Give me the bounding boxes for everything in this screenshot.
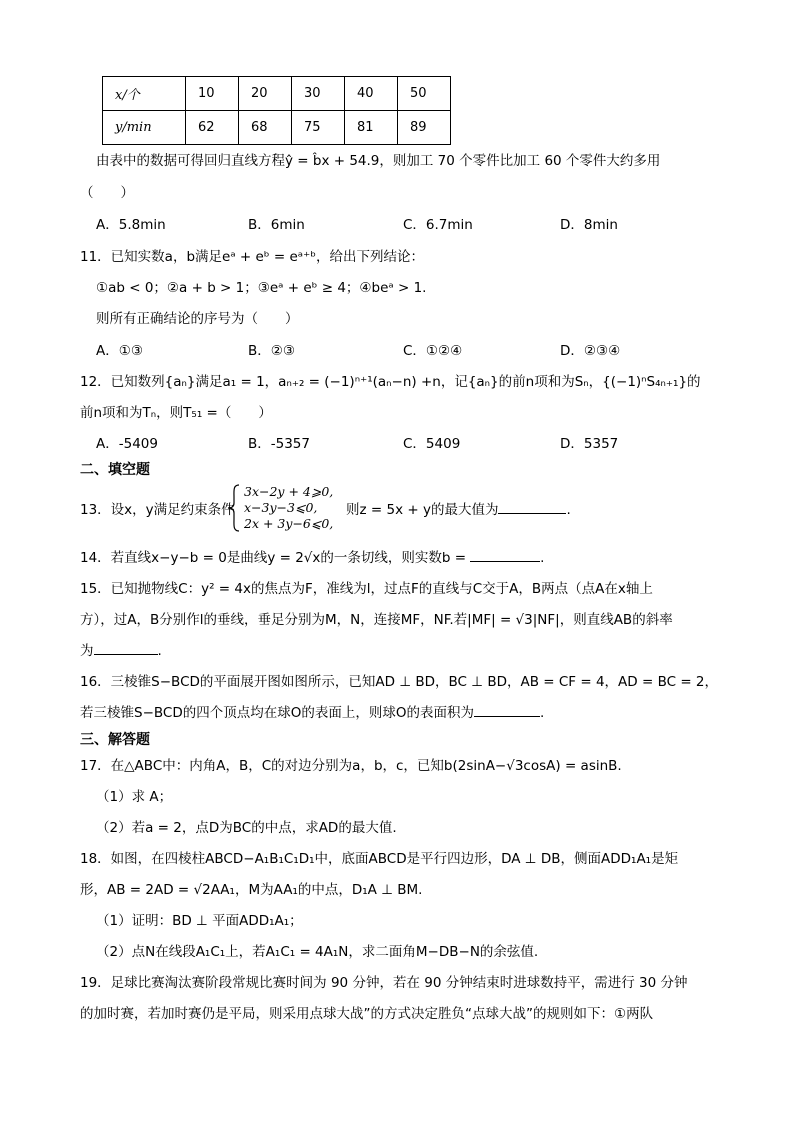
table-cell: 62 <box>186 111 239 145</box>
q10-answer-bracket: （ ） <box>80 185 134 201</box>
q16-text: 若三棱锥S−BCD的四个顶点均在球O的表面上，则球O的表面积为 <box>80 705 474 721</box>
q12-option-a: A．-5409 <box>96 436 158 452</box>
q13-constraint-1: 3x−2y + 4⩾0, <box>244 484 334 499</box>
q16-stem: 16．三棱锥S−BCD的平面展开图如图所示，已知AD ⊥ BD，BC ⊥ BD，AB = CF = 4，AD = BC = 2， <box>80 674 719 690</box>
answer-blank <box>94 654 158 655</box>
answer-blank <box>498 513 566 514</box>
answer-blank <box>474 716 540 717</box>
table-cell: 30 <box>292 77 345 111</box>
table-cell: 40 <box>345 77 398 111</box>
q15-text: 为 <box>80 643 94 659</box>
q13-question-text: 则z = 5x + y的最大值为 <box>346 502 499 518</box>
q19-stem: 19．足球比赛淘汰赛阶段常规比赛时间为 90 分钟，若在 90 分钟结束时进球数持平，需进行 30 分钟 <box>80 975 688 991</box>
left-brace-icon <box>226 483 242 533</box>
table-row <box>103 77 451 111</box>
q12-option-c: C．5409 <box>403 436 461 452</box>
q11-option-d: D．②③④ <box>560 343 621 359</box>
q11-option-c: C．①②④ <box>403 343 463 359</box>
q11-option-b: B．②③ <box>248 343 295 359</box>
q12-option-b: B．-5357 <box>248 436 310 452</box>
q16-stem-cont: 若三棱锥S−BCD的四个顶点均在球O的表面上，则球O的表面积为 . <box>80 705 545 721</box>
section-heading-solutions: 三、解答题 <box>80 732 150 748</box>
q10-option-c: C．6.7min <box>403 217 473 233</box>
q11-option-a: A．①③ <box>96 343 143 359</box>
q15-stem-cont: 方），过A，B分别作l的垂线，垂足分别为M，N，连接MF，NF.若|MF| = √3|NF|，则直线AB的斜率 <box>80 612 673 628</box>
section-heading-fill-in: 二、填空题 <box>80 462 150 478</box>
q11-question: 则所有正确结论的序号为（ ） <box>96 311 299 327</box>
q14-text: 14．若直线x−y−b = 0是曲线y = 2√x的一条切线，则实数b = <box>80 550 467 566</box>
q18-stem: 18．如图，在四棱柱ABCD−A₁B₁C₁D₁中，底面ABCD是平行四边形，DA ⊥ DB，侧面ADD₁A₁是矩 <box>80 851 679 867</box>
table-cell: x/个 <box>103 77 186 111</box>
answer-blank <box>470 561 540 562</box>
q18-part-2: （2）点N在线段A₁C₁上，若A₁C₁ = 4A₁N，求二面角M−DB−N的余弦值. <box>96 944 539 960</box>
q13-suffix: 则z = 5x + y的最大值为 . <box>346 502 571 518</box>
table-cell: y/min <box>103 111 186 145</box>
table-cell: 81 <box>345 111 398 145</box>
q10-stem: 由表中的数据可得回归直线方程ŷ = b̂x + 54.9，则加工 70 个零件比加工 60 个零件大约多用 <box>96 153 661 169</box>
q14-line: 14．若直线x−y−b = 0是曲线y = 2√x的一条切线，则实数b = . <box>80 550 545 566</box>
q10-option-d: D．8min <box>560 217 618 233</box>
q19-stem-cont: 的加时赛，若加时赛仍是平局，则采用点球大战”的方式决定胜负“点球大战”的规则如下：①两队 <box>80 1006 654 1022</box>
q10-option-a: A．5.8min <box>96 217 166 233</box>
table-cell: 20 <box>239 77 292 111</box>
table-cell: 10 <box>186 77 239 111</box>
table-cell: 75 <box>292 111 345 145</box>
table-cell: 89 <box>398 111 451 145</box>
q17-part-1: （1）求 A； <box>96 789 173 805</box>
q15-stem-end: 为 . <box>80 643 162 659</box>
data-table <box>102 76 451 145</box>
q11-conclusions: ①ab < 0；②a + b > 1；③eᵃ + eᵇ ≥ 4；④beᵃ > 1. <box>96 280 427 296</box>
table-cell: 68 <box>239 111 292 145</box>
q12-stem-cont: 前n项和为Tₙ，则T₅₁ =（ ） <box>80 405 272 421</box>
q12-option-d: D．5357 <box>560 436 619 452</box>
table-row <box>103 111 451 145</box>
q12-stem: 12．已知数列{aₙ}满足a₁ = 1，aₙ₊₂ = (−1)ⁿ⁺¹(aₙ−n) +n，记{aₙ}的前n项和为Sₙ，{(−1)ⁿS₄ₙ₊₁}的 <box>80 374 701 390</box>
q13-prefix: 13．设x，y满足约束条件 <box>80 502 235 518</box>
q17-stem: 17．在△ABC中：内角A，B，C的对边分别为a，b，c，已知b(2sinA−√3cosA) = asinB. <box>80 758 622 774</box>
q11-stem: 11．已知实数a，b满足eᵃ + eᵇ = eᵃ⁺ᵇ，给出下列结论： <box>80 249 424 265</box>
q10-option-b: B．6min <box>248 217 305 233</box>
q13-constraint-3: 2x + 3y−6⩽0, <box>244 516 334 531</box>
q13-constraint-2: x−3y−3⩽0, <box>244 500 318 515</box>
q18-part-1: （1）证明：BD ⊥ 平面ADD₁A₁； <box>96 913 303 929</box>
q15-stem: 15．已知抛物线C：y² = 4x的焦点为F，准线为l，过点F的直线与C交于A，B两点（点A在x轴上 <box>80 581 653 597</box>
q17-part-2: （2）若a = 2，点D为BC的中点，求AD的最大值. <box>96 820 397 836</box>
table-cell: 50 <box>398 77 451 111</box>
q18-stem-cont: 形，AB = 2AD = √2AA₁，M为AA₁的中点，D₁A ⊥ BM. <box>80 882 423 898</box>
